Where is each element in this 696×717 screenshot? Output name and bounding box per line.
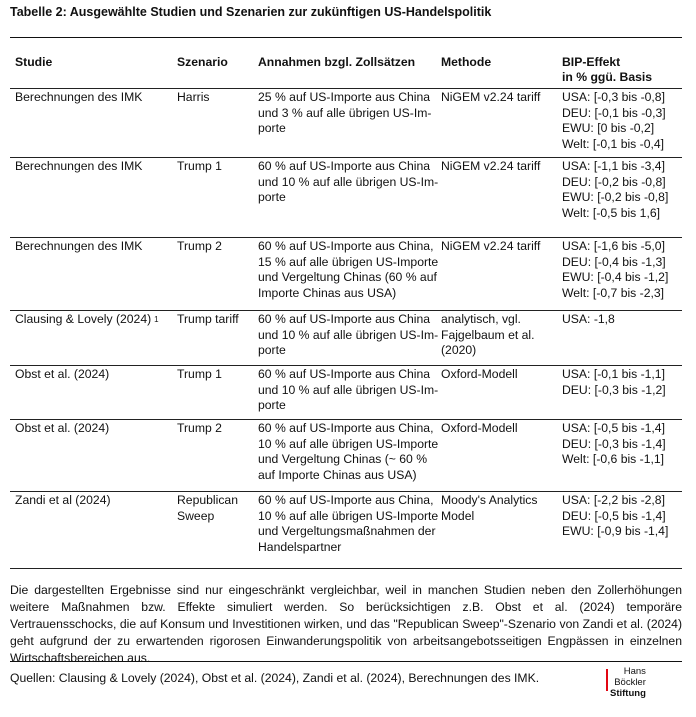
cell-bip-line: USA: [-1,1 bis -3,4] <box>562 159 665 173</box>
cell-annahmen-line: und 10 % auf alle übrigen US-Im- <box>258 327 439 342</box>
cell-studie <box>15 312 159 328</box>
cell-bip-line: USA: [-0,3 bis -0,8] <box>562 90 665 104</box>
cell-studie <box>15 367 109 383</box>
cell-methode-line: NiGEM v2.24 tariff <box>441 159 541 173</box>
cell-szenario-line: Trump 2 <box>177 239 222 253</box>
cell-annahmen <box>258 367 438 414</box>
cell-bip-line: DEU: [-0,2 bis -0,8] <box>562 174 666 189</box>
header-annahmen: Annahmen bzgl. Zollsätzen <box>258 55 416 69</box>
cell-annahmen-line: 10 % auf alle übrigen US-Importe <box>258 508 439 523</box>
header-methode: Methode <box>441 55 492 69</box>
cell-bip <box>562 421 666 468</box>
cell-bip <box>562 159 668 221</box>
cell-bip-line: USA: [-0,1 bis -1,1] <box>562 367 665 381</box>
cell-bip-line: Welt: [-0,1 bis -0,4] <box>562 136 665 151</box>
cell-annahmen-line: 60 % auf US-Importe aus China <box>258 312 431 326</box>
cell-szenario-line: Trump tariff <box>177 312 239 326</box>
cell-szenario <box>177 159 222 175</box>
cell-methode <box>441 493 537 524</box>
top-rule <box>10 37 682 38</box>
header-bip-line2: in % ggü. Basis <box>562 70 653 84</box>
cell-bip-line: DEU: [-0,5 bis -1,4] <box>562 508 666 523</box>
cell-szenario-line: Trump 1 <box>177 159 222 173</box>
cell-bip-line: DEU: [-0,3 bis -1,4] <box>562 436 666 451</box>
cell-bip-line: EWU: [-0,4 bis -1,2] <box>562 270 669 284</box>
logo-line2: Stiftung <box>610 688 646 699</box>
row-divider <box>10 88 682 89</box>
cell-szenario-line: Sweep <box>177 508 215 523</box>
cell-szenario-line: Trump 2 <box>177 421 222 435</box>
cell-bip-line: EWU: [-0,9 bis -1,4] <box>562 524 669 538</box>
cell-annahmen-line: porte <box>258 398 286 412</box>
cell-annahmen-line: und 3 % auf alle übrigen US-Im- <box>258 105 432 120</box>
sources-text: Quellen: Clausing & Lovely (2024), Obst et al. (2024), Zandi et al. (2024), Berechnungen des IMK. <box>10 671 540 685</box>
cell-bip-line: USA: [-0,5 bis -1,4] <box>562 421 665 435</box>
cell-studie-line: Obst et al. (2024) <box>15 421 110 435</box>
cell-studie <box>15 239 142 255</box>
header-bip-line1: BIP-Effekt <box>562 55 621 69</box>
header-studie: Studie <box>15 55 53 69</box>
cell-annahmen <box>258 493 438 555</box>
logo-text <box>610 666 646 699</box>
cell-annahmen-line: 10 % auf alle übrigen US-Importe <box>258 436 439 451</box>
cell-methode <box>441 367 518 383</box>
cell-bip-line: Welt: [-0,5 bis 1,6] <box>562 205 660 220</box>
cell-bip-line: DEU: [-0,1 bis -0,3] <box>562 105 666 120</box>
footnote-text: Die dargestellten Ergebnisse sind nur eingeschränkt vergleichbar, weil in manchen Studien neben den Zollerhöhungen weitere Maßnahmen bzw. Effekte simuliert werden. So berücksichtigen z.B. Obst et al. (2024) temporäre Vertrauensschocks, die auf Konsum und Investitionen wirken, und das "Republican Sweep"-Szenario von Zandi et al. (2024) geht aufgrund der zu erwartenden rigorosen Einwanderungspolitik von arbeitsangebotsseitigen Engpässen in einzelnen Wirtschaftsbereichen aus. <box>10 583 682 665</box>
cell-studie-line: Clausing & Lovely (2024) <box>15 312 152 326</box>
cell-methode <box>441 159 540 175</box>
cell-methode-line: Oxford-Modell <box>441 421 518 435</box>
cell-szenario <box>177 239 222 255</box>
cell-annahmen-line: und Vergeltung Chinas (~ 60 % <box>258 452 428 466</box>
row-divider <box>10 310 682 311</box>
cell-studie <box>15 493 111 509</box>
cell-annahmen-line: 60 % auf US-Importe aus China, <box>258 239 434 253</box>
cell-szenario-line: Trump 1 <box>177 367 222 381</box>
cell-methode-line: NiGEM v2.24 tariff <box>441 239 541 253</box>
cell-bip <box>562 90 666 152</box>
studie-with-footnote <box>15 312 159 328</box>
cell-annahmen-line: 60 % auf US-Importe aus China, <box>258 493 434 507</box>
cell-bip-line: Welt: [-0,6 bis -1,1] <box>562 452 665 466</box>
cell-szenario <box>177 312 239 328</box>
cell-annahmen-line: 25 % auf US-Importe aus China <box>258 90 431 104</box>
cell-bip-line: DEU: [-0,3 bis -1,2] <box>562 382 666 397</box>
cell-methode-line: Fajgelbaum et al. <box>441 327 535 342</box>
cell-bip-line: USA: [-1,6 bis -5,0] <box>562 239 665 253</box>
cell-methode-line: (2020) <box>441 343 477 357</box>
cell-methode <box>441 90 540 106</box>
cell-bip <box>562 312 615 328</box>
cell-studie <box>15 90 142 106</box>
cell-bip-line: EWU: [0 bis -0,2] <box>562 121 655 135</box>
row-divider <box>10 419 682 420</box>
cell-bip <box>562 367 666 398</box>
cell-methode-line: Moody's Analytics <box>441 493 538 507</box>
cell-bip-line: USA: [-2,2 bis -2,8] <box>562 493 665 507</box>
cell-annahmen <box>258 239 438 301</box>
row-divider <box>10 365 682 366</box>
cell-annahmen <box>258 159 438 206</box>
row-divider <box>10 157 682 158</box>
cell-bip <box>562 239 668 301</box>
cell-annahmen-line: porte <box>258 343 286 357</box>
cell-szenario <box>177 90 210 106</box>
cell-annahmen-line: Handelspartner <box>258 539 342 554</box>
cell-bip-line: Welt: [-0,7 bis -2,3] <box>562 285 665 300</box>
cell-studie-line: Berechnungen des IMK <box>15 159 143 173</box>
cell-annahmen-line: 15 % auf alle übrigen US-Importe <box>258 254 439 269</box>
footnote-marker: 1 <box>154 315 159 324</box>
cell-methode-line: NiGEM v2.24 tariff <box>441 90 541 104</box>
table-title: Tabelle 2: Ausgewählte Studien und Szenarien zur zukünftigen US-Handelspolitik <box>10 5 492 19</box>
bottom-rule <box>10 661 682 662</box>
cell-annahmen <box>258 421 438 483</box>
cell-studie <box>15 159 142 175</box>
cell-szenario-line: Republican <box>177 493 238 507</box>
cell-bip-line: DEU: [-0,4 bis -1,3] <box>562 254 666 269</box>
cell-methode <box>441 312 535 359</box>
cell-bip-line: USA: -1,8 <box>562 312 615 326</box>
logo-line1: Hans Böckler <box>614 666 646 688</box>
cell-methode <box>441 421 518 437</box>
cell-methode <box>441 239 540 255</box>
cell-annahmen <box>258 90 431 137</box>
cell-annahmen-line: und 10 % auf alle übrigen US-Im- <box>258 382 439 397</box>
cell-annahmen-line: 60 % auf US-Importe aus China <box>258 367 431 381</box>
cell-studie-line: Berechnungen des IMK <box>15 90 143 104</box>
cell-szenario-line: Harris <box>177 90 210 104</box>
row-divider <box>10 237 682 238</box>
cell-studie-line: Obst et al. (2024) <box>15 367 110 381</box>
cell-methode-line: analytisch, vgl. <box>441 312 521 326</box>
cell-annahmen-line: auf Importe Chinas aus USA) <box>258 467 417 482</box>
cell-methode-line: Oxford-Modell <box>441 367 518 381</box>
cell-annahmen-line: porte <box>258 121 286 135</box>
logo-accent-bar <box>606 669 608 691</box>
cell-annahmen-line: 60 % auf US-Importe aus China <box>258 159 431 173</box>
cell-bip <box>562 493 668 540</box>
cell-bip-line: EWU: [-0,2 bis -0,8] <box>562 190 669 204</box>
row-divider <box>10 491 682 492</box>
cell-annahmen-line: 60 % auf US-Importe aus China, <box>258 421 434 435</box>
cell-studie-line: Berechnungen des IMK <box>15 239 143 253</box>
cell-annahmen-line: und 10 % auf alle übrigen US-Im- <box>258 174 439 189</box>
cell-szenario <box>177 367 222 383</box>
cell-annahmen-line: und Vergeltungsmaßnahmen der <box>258 524 436 538</box>
cell-annahmen <box>258 312 438 359</box>
cell-studie <box>15 421 109 437</box>
cell-annahmen-line: und Vergeltung Chinas (60 % auf <box>258 270 437 284</box>
row-divider <box>10 568 682 569</box>
cell-methode-line: Model <box>441 508 475 523</box>
header-szenario: Szenario <box>177 55 228 69</box>
cell-annahmen-line: porte <box>258 190 286 204</box>
cell-annahmen-line: Importe Chinas aus USA) <box>258 285 397 300</box>
cell-studie-line: Zandi et al (2024) <box>15 493 111 507</box>
cell-szenario <box>177 493 238 524</box>
header-bip <box>562 55 652 85</box>
cell-szenario <box>177 421 222 437</box>
